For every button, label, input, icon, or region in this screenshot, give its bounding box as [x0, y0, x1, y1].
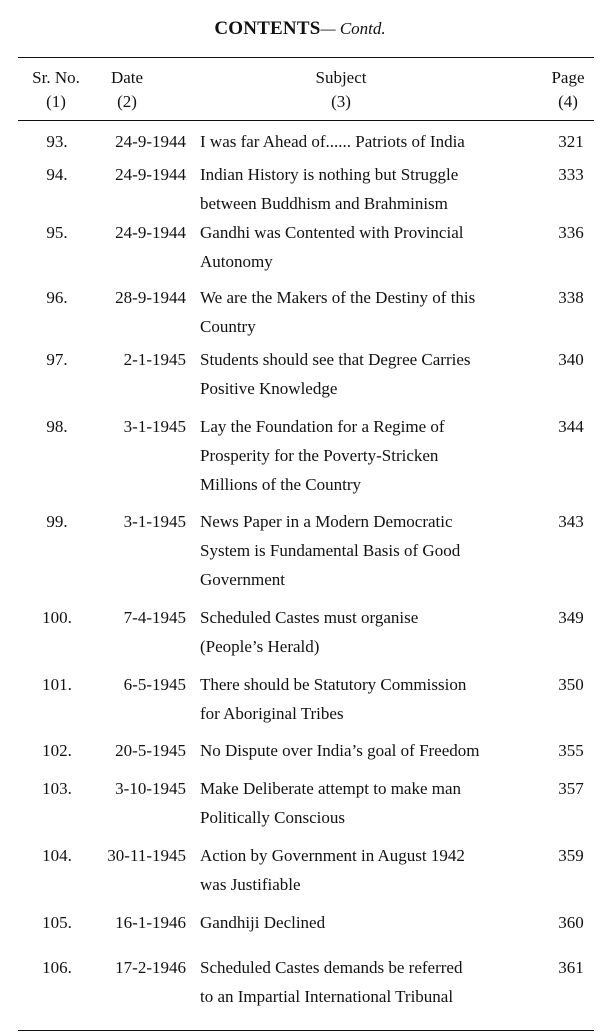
subject-line: There should be Statutory Commission	[200, 675, 467, 694]
sr-no-cell: 99.	[46, 512, 68, 531]
subject-line: Scheduled Castes demands be referred	[200, 958, 463, 977]
subject-line: Politically Conscious	[200, 808, 345, 827]
title-sub: — Contd.	[320, 19, 386, 38]
date-cell: 3-1-1945	[123, 512, 186, 531]
subject-cell	[200, 736, 545, 765]
title-main: CONTENTS	[214, 18, 321, 39]
column-header-label: Sr. No.	[32, 68, 80, 87]
column-header-sr-no	[20, 66, 92, 114]
subject-line: Action by Government in August 1942	[200, 846, 465, 865]
page-cell: 338	[558, 288, 584, 307]
page-cell: 350	[558, 675, 584, 694]
subject-line: News Paper in a Modern Democratic	[200, 512, 453, 531]
page-cell: 340	[558, 350, 584, 369]
page-cell: 344	[558, 417, 584, 436]
page-cell: 349	[558, 608, 584, 627]
subject-line: Positive Knowledge	[200, 379, 338, 398]
sr-no-cell: 100.	[42, 608, 72, 627]
sr-no-cell: 106.	[42, 958, 72, 977]
page-cell: 355	[558, 741, 584, 760]
date-cell: 2-1-1945	[123, 350, 186, 369]
page-title	[0, 18, 600, 40]
sr-no-cell: 94.	[46, 165, 68, 184]
subject-cell	[200, 953, 545, 1011]
subject-line: Millions of the Country	[200, 475, 362, 494]
date-cell: 24-9-1944	[115, 223, 186, 242]
page-cell: 336	[558, 223, 584, 242]
column-header-number: (4)	[558, 92, 578, 111]
date-cell: 24-9-1944	[115, 165, 186, 184]
date-cell: 16-1-1946	[115, 913, 186, 932]
column-header-number: (1)	[46, 92, 66, 111]
date-cell: 17-2-1946	[115, 958, 186, 977]
subject-cell	[200, 412, 545, 499]
subject-line: Country	[200, 317, 256, 336]
subject-cell	[200, 345, 545, 403]
sr-no-cell: 105.	[42, 913, 72, 932]
column-header-number: (2)	[117, 92, 137, 111]
subject-cell	[200, 774, 545, 832]
sr-no-cell: 95.	[46, 223, 68, 242]
subject-cell	[200, 218, 545, 276]
date-cell: 24-9-1944	[115, 132, 186, 151]
date-cell: 30-11-1945	[107, 846, 186, 865]
column-header-page	[540, 66, 596, 114]
date-cell: 3-1-1945	[123, 417, 186, 436]
subject-line: Students should see that Degree Carries	[200, 350, 471, 369]
subject-cell	[200, 127, 545, 156]
subject-cell	[200, 603, 545, 661]
subject-line: We are the Makers of the Destiny of this	[200, 288, 476, 307]
column-header-label: Page	[551, 68, 585, 87]
subject-cell	[200, 507, 545, 594]
page-cell: 357	[558, 779, 584, 798]
date-cell: 3-10-1945	[115, 779, 186, 798]
subject-cell	[200, 908, 545, 937]
subject-cell	[200, 160, 545, 218]
subject-line: Government	[200, 570, 285, 589]
column-header-date	[96, 66, 158, 114]
subject-line: between Buddhism and Brahminism	[200, 194, 448, 213]
sr-no-cell: 97.	[46, 350, 68, 369]
subject-line: to an Impartial International Tribunal	[200, 987, 454, 1006]
sr-no-cell: 102.	[42, 741, 72, 760]
page-cell: 333	[558, 165, 584, 184]
subject-line: Gandhi was Contented with Provincial	[200, 223, 464, 242]
column-header-label: Date	[110, 68, 144, 87]
page-cell: 343	[558, 512, 584, 531]
subject-cell	[200, 283, 545, 341]
subject-line: Prosperity for the Poverty-Stricken	[200, 446, 439, 465]
sr-no-cell: 93.	[46, 132, 68, 151]
page-cell: 360	[558, 913, 584, 932]
subject-line: Lay the Foundation for a Regime of	[200, 417, 445, 436]
subject-line: (People’s Herald)	[200, 637, 320, 656]
page-cell: 359	[558, 846, 584, 865]
subject-cell	[200, 670, 545, 728]
column-header-number: (3)	[331, 92, 351, 111]
subject-cell	[200, 841, 545, 899]
date-cell: 7-4-1945	[123, 608, 186, 627]
subject-line: Autonomy	[200, 252, 273, 271]
subject-line: I was far Ahead of...... Patriots of India	[200, 132, 465, 151]
subject-line: for Aboriginal Tribes	[200, 704, 344, 723]
subject-line: was Justifiable	[200, 875, 301, 894]
sr-no-cell: 96.	[46, 288, 68, 307]
column-header-label: Subject	[315, 68, 367, 87]
bottom-rule	[18, 1030, 594, 1031]
sr-no-cell: 104.	[42, 846, 72, 865]
sr-no-cell: 101.	[42, 675, 72, 694]
page-cell: 361	[558, 958, 584, 977]
subject-line: Make Deliberate attempt to make man	[200, 779, 462, 798]
subject-line: System is Fundamental Basis of Good	[200, 541, 461, 560]
date-cell: 6-5-1945	[123, 675, 186, 694]
sr-no-cell: 103.	[42, 779, 72, 798]
header-rule	[18, 120, 594, 121]
subject-line: Gandhiji Declined	[200, 913, 326, 932]
date-cell: 20-5-1945	[115, 741, 186, 760]
sr-no-cell: 98.	[46, 417, 68, 436]
top-rule	[18, 57, 594, 58]
date-cell: 28-9-1944	[115, 288, 186, 307]
column-header-subject	[196, 66, 486, 114]
page-cell: 321	[558, 132, 584, 151]
subject-line: Scheduled Castes must organise	[200, 608, 419, 627]
subject-line: Indian History is nothing but Struggle	[200, 165, 459, 184]
subject-line: No Dispute over India’s goal of Freedom	[200, 741, 480, 760]
